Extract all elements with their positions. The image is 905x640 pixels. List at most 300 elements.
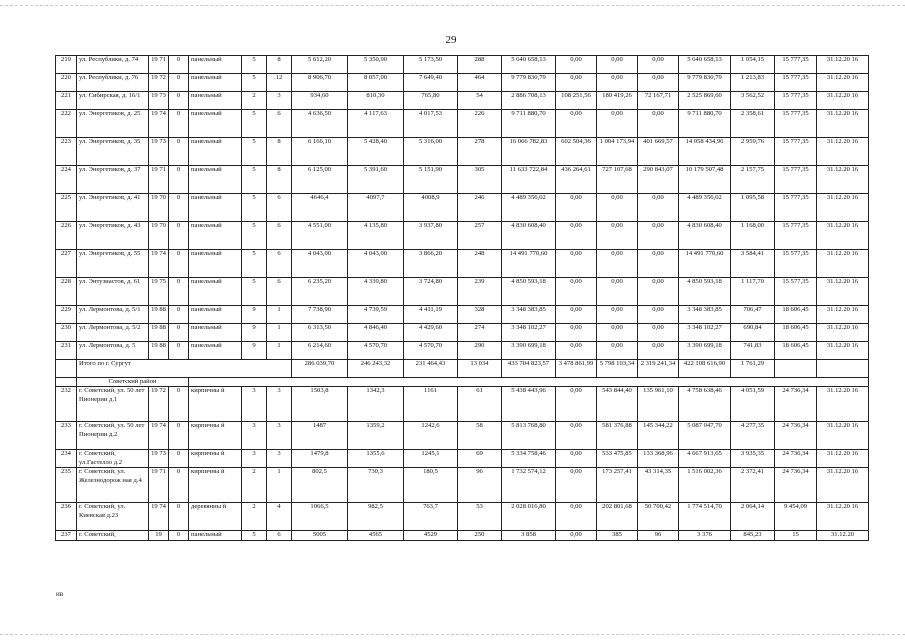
cell-f: 0 (169, 74, 189, 92)
cell-addr: ул. Энергетиков, д. 43 (77, 222, 149, 250)
cell-s4: 290 843,07 (638, 166, 679, 194)
cell-p: 248 (458, 250, 502, 278)
cell-a2: 1355,6 (348, 450, 404, 468)
cell-mat: кирпичны й (189, 387, 242, 422)
cell-f: 0 (169, 56, 189, 74)
cell-y: 19 88 (149, 324, 169, 342)
cell-fl: 9 (242, 306, 267, 324)
cell-f: 0 (169, 138, 189, 166)
cell-f: 0 (169, 468, 189, 503)
section-empty (189, 378, 869, 387)
cell-s3: 581 376,88 (597, 422, 638, 450)
cell-s6: 1 213,83 (731, 74, 775, 92)
cell-no: 231 (56, 342, 77, 360)
cell-s4: 43 314,35 (638, 468, 679, 503)
cell-s3: 0,00 (597, 324, 638, 342)
cell-fl: 2 (242, 468, 267, 503)
cell-s4: 0,00 (638, 194, 679, 222)
cell-a2: 4097,7 (348, 194, 404, 222)
cell-s6: 2 358,61 (731, 110, 775, 138)
cell-s5: 3 348 102,27 (679, 324, 731, 342)
cell-y: 19 73 (149, 450, 169, 468)
cell-s1: 11 633 722,84 (502, 166, 556, 194)
cell-s5: 9 711 880,70 (679, 110, 731, 138)
cell-a3: 1242,6 (404, 422, 458, 450)
cell-s6: 690,84 (731, 324, 775, 342)
cell-a1: 4 636,50 (292, 110, 348, 138)
table-row (56, 324, 869, 342)
cell-s7: 15 777,35 (775, 110, 817, 138)
cell-a1: 4 043,00 (292, 250, 348, 278)
cell-fl: 5 (242, 56, 267, 74)
cell-s1: 9 779 830,79 (502, 74, 556, 92)
cell-y: 19 72 (149, 387, 169, 422)
cell-s7: 24 736,34 (775, 387, 817, 422)
cell-s5: 4 758 638,46 (679, 387, 731, 422)
cell-a1: 5 612,20 (292, 56, 348, 74)
cell-fl: 5 (242, 278, 267, 306)
cell-a3: 1245,1 (404, 450, 458, 468)
cell-mat: панельный (189, 110, 242, 138)
cell-s7: 15 777,35 (775, 92, 817, 110)
cell-s6: 2 372,41 (731, 468, 775, 503)
cell-fl: 3 (242, 450, 267, 468)
cell-s4: 135 961,10 (638, 387, 679, 422)
cell-en: 6 (267, 278, 292, 306)
top-scan-edge (0, 5, 905, 6)
cell-mat: панельный (189, 250, 242, 278)
cell-f: 0 (169, 194, 189, 222)
cell-f: 0 (169, 110, 189, 138)
cell-y: 19 88 (149, 306, 169, 324)
cell-s7: 24 736,34 (775, 422, 817, 450)
cell-s6: 845,23 (731, 531, 775, 541)
cell-mat: кирпичны й (189, 422, 242, 450)
cell-addr: ул. Энергетиков, д. 25 (77, 110, 149, 138)
cell-p: 58 (458, 422, 502, 450)
cell-p: 61 (458, 387, 502, 422)
cell-en: 4 (267, 503, 292, 531)
cell-a3: 765,80 (404, 92, 458, 110)
cell-s2: 0,00 (556, 324, 597, 342)
cell-fl: 5 (242, 166, 267, 194)
cell-y: 19 74 (149, 110, 169, 138)
cell-f: 0 (169, 342, 189, 360)
footnote-mark: нв (56, 590, 64, 598)
cell-d: 31.12.20 16 (817, 306, 869, 324)
cell-en: 8 (267, 166, 292, 194)
cell-en: 8 (267, 138, 292, 166)
cell-s1: 2 028 016,80 (502, 503, 556, 531)
table-row (56, 110, 869, 138)
cell-a3: 3 866,20 (404, 250, 458, 278)
cell-s1: 5 813 768,80 (502, 422, 556, 450)
cell-mat: панельный (189, 278, 242, 306)
total-row (56, 360, 869, 378)
cell-s7: 15 777,35 (775, 222, 817, 250)
cell-f: 0 (169, 92, 189, 110)
cell-addr: ул. Энергетиков, д. 37 (77, 166, 149, 194)
cell-fl: 5 (242, 74, 267, 92)
table-row (56, 194, 869, 222)
cell-a3: 4 411,19 (404, 306, 458, 324)
cell-s1: 3 348 383,85 (502, 306, 556, 324)
cell-s5: 14 058 434,96 (679, 138, 731, 166)
cell-p: 290 (458, 342, 502, 360)
table-row (56, 56, 869, 74)
cell-s2: 0,00 (556, 342, 597, 360)
cell-y: 19 72 (149, 74, 169, 92)
cell-no: 235 (56, 468, 77, 503)
cell-y: 19 70 (149, 222, 169, 250)
cell-mat: кирпичны й (189, 450, 242, 468)
cell-en: 8 (267, 56, 292, 74)
table-row (56, 468, 869, 503)
cell-s6: 4 051,59 (731, 387, 775, 422)
cell-y: 19 71 (149, 166, 169, 194)
total-s2: 3 478 861,99 (556, 360, 597, 378)
cell-addr: ул. Энергетиков, д. 41 (77, 194, 149, 222)
cell-no: 232 (56, 387, 77, 422)
cell-s6: 2 064,14 (731, 503, 775, 531)
total-s1: 433 704 823,57 (502, 360, 556, 378)
cell-mat: панельный (189, 531, 242, 541)
cell-p: 239 (458, 278, 502, 306)
cell-s4: 0,00 (638, 342, 679, 360)
section-label: Советский район (77, 378, 189, 387)
cell-s7: 15 577,35 (775, 250, 817, 278)
cell-a1: 8 906,70 (292, 74, 348, 92)
cell-s6: 2 959,76 (731, 138, 775, 166)
cell-addr: ул. Республики, д. 74 (77, 56, 149, 74)
housing-table (55, 55, 869, 541)
table-row (56, 306, 869, 324)
table-row (56, 387, 869, 422)
cell-s3: 1 004 173,94 (597, 138, 638, 166)
cell-a3: 5 316,00 (404, 138, 458, 166)
cell-d: 31.12.20 16 (817, 110, 869, 138)
cell-addr: ул. Лермонтова, д. 5 (77, 342, 149, 360)
cell-no: 221 (56, 92, 77, 110)
cell-addr: ул. Лермонтова, д. 5/2 (77, 324, 149, 342)
cell-s7: 18 606,45 (775, 324, 817, 342)
cell-s3: 202 801,68 (597, 503, 638, 531)
cell-mat: кирпичны й (189, 468, 242, 503)
cell-d: 31.12.20 16 (817, 387, 869, 422)
cell-mat: панельный (189, 92, 242, 110)
cell-s1: 16 066 782,83 (502, 138, 556, 166)
cell-no: 224 (56, 166, 77, 194)
cell-a1: 802,5 (292, 468, 348, 503)
cell-s3: 727 107,68 (597, 166, 638, 194)
cell-s4: 0,00 (638, 56, 679, 74)
cell-y: 19 74 (149, 422, 169, 450)
cell-fl: 2 (242, 92, 267, 110)
cell-s2: 0,00 (556, 278, 597, 306)
table-row (56, 222, 869, 250)
cell-mat: панельный (189, 56, 242, 74)
cell-d: 31.12.20 16 (817, 503, 869, 531)
cell-addr: г. Советский, ул. 50 лет Пионерии д.2 (77, 422, 149, 450)
section-empty (56, 378, 77, 387)
cell-s7: 24 736,34 (775, 468, 817, 503)
cell-a2: 730,3 (348, 468, 404, 503)
cell-a1: 6 125,00 (292, 166, 348, 194)
cell-s2: 0,00 (556, 387, 597, 422)
cell-a2: 4 117,63 (348, 110, 404, 138)
cell-a1: 7 738,90 (292, 306, 348, 324)
cell-no: 220 (56, 74, 77, 92)
cell-mat: панельный (189, 306, 242, 324)
cell-p: 278 (458, 138, 502, 166)
cell-en: 1 (267, 468, 292, 503)
cell-p: 328 (458, 306, 502, 324)
cell-addr: г. Советский, ул.Гастелло д.2 (77, 450, 149, 468)
cell-p: 246 (458, 194, 502, 222)
cell-y: 19 73 (149, 92, 169, 110)
cell-s2: 0,00 (556, 531, 597, 541)
cell-s1: 4 850 593,18 (502, 278, 556, 306)
cell-mat: деревянны й (189, 503, 242, 531)
cell-s7: 15 777,35 (775, 194, 817, 222)
cell-d: 31.12.20 16 (817, 56, 869, 74)
cell-en: 6 (267, 110, 292, 138)
cell-en: 6 (267, 194, 292, 222)
cell-s3: 0,00 (597, 222, 638, 250)
cell-d: 31.12.20 16 (817, 450, 869, 468)
table-row (56, 92, 869, 110)
cell-s1: 5 640 658,13 (502, 56, 556, 74)
cell-s1: 9 711 880,70 (502, 110, 556, 138)
cell-fl: 3 (242, 422, 267, 450)
cell-s6: 4 277,35 (731, 422, 775, 450)
cell-f: 0 (169, 450, 189, 468)
cell-s6: 741,83 (731, 342, 775, 360)
cell-a3: 4008,9 (404, 194, 458, 222)
cell-s7: 15 777,35 (775, 74, 817, 92)
cell-f: 0 (169, 531, 189, 541)
cell-s1: 14 491 770,60 (502, 250, 556, 278)
cell-s3: 0,00 (597, 342, 638, 360)
cell-a3: 3 724,80 (404, 278, 458, 306)
cell-s5: 3 390 699,18 (679, 342, 731, 360)
table-row (56, 166, 869, 194)
cell-a1: 934,60 (292, 92, 348, 110)
cell-s5: 4 850 593,18 (679, 278, 731, 306)
cell-s3: 0,00 (597, 306, 638, 324)
cell-s2: 0,00 (556, 306, 597, 324)
cell-fl: 3 (242, 387, 267, 422)
cell-d: 31.12.20 16 (817, 324, 869, 342)
cell-no: 229 (56, 306, 77, 324)
cell-addr: ул. Сибирская, д. 16/1 (77, 92, 149, 110)
cell-a2: 8 057,00 (348, 74, 404, 92)
section-row (56, 378, 869, 387)
cell-p: 305 (458, 166, 502, 194)
total-label: Итого по г. Сургут (77, 360, 292, 378)
cell-no: 226 (56, 222, 77, 250)
cell-s4: 0,00 (638, 278, 679, 306)
cell-s5: 1 774 514,70 (679, 503, 731, 531)
cell-f: 0 (169, 387, 189, 422)
cell-no: 223 (56, 138, 77, 166)
cell-s4: 50 700,42 (638, 503, 679, 531)
table-row (56, 74, 869, 92)
cell-addr: ул. Энергетиков, д. 55 (77, 250, 149, 278)
cell-s4: 72 167,71 (638, 92, 679, 110)
cell-no: 227 (56, 250, 77, 278)
cell-s4: 0,00 (638, 110, 679, 138)
cell-fl: 9 (242, 342, 267, 360)
total-empty (56, 360, 77, 378)
cell-a2: 4 739,59 (348, 306, 404, 324)
cell-a1: 6 214,60 (292, 342, 348, 360)
cell-no: 230 (56, 324, 77, 342)
cell-a1: 4 551,00 (292, 222, 348, 250)
cell-s3: 0,00 (597, 250, 638, 278)
cell-mat: панельный (189, 166, 242, 194)
cell-s2: 602 504,36 (556, 138, 597, 166)
cell-no: 234 (56, 450, 77, 468)
cell-s1: 1 732 574,12 (502, 468, 556, 503)
cell-mat: панельный (189, 138, 242, 166)
cell-d: 31.12.20 (817, 531, 869, 541)
cell-d: 31.12.20 16 (817, 166, 869, 194)
cell-s7: 15 777,35 (775, 56, 817, 74)
cell-s2: 436 264,61 (556, 166, 597, 194)
cell-a1: 5005 (292, 531, 348, 541)
cell-s4: 0,00 (638, 250, 679, 278)
cell-en: 1 (267, 342, 292, 360)
cell-s5: 2 525 869,60 (679, 92, 731, 110)
cell-s2: 0,00 (556, 110, 597, 138)
cell-p: 288 (458, 56, 502, 74)
cell-s6: 3 935,35 (731, 450, 775, 468)
cell-p: 257 (458, 222, 502, 250)
cell-a1: 4646,4 (292, 194, 348, 222)
cell-s7: 15 (775, 531, 817, 541)
table-row (56, 450, 869, 468)
cell-s2: 0,00 (556, 74, 597, 92)
cell-a1: 6 313,50 (292, 324, 348, 342)
total-p: 13 034 (458, 360, 502, 378)
cell-s7: 15 577,35 (775, 278, 817, 306)
cell-s6: 1 054,15 (731, 56, 775, 74)
cell-a3: 5 151,90 (404, 166, 458, 194)
cell-s4: 133 368,96 (638, 450, 679, 468)
table-row (56, 503, 869, 531)
cell-a1: 1479,8 (292, 450, 348, 468)
cell-a2: 5 391,60 (348, 166, 404, 194)
cell-s5: 3 376 (679, 531, 731, 541)
cell-d: 31.12.20 16 (817, 422, 869, 450)
total-s6: 1 761,29 (731, 360, 775, 378)
cell-s4: 0,00 (638, 222, 679, 250)
cell-en: 6 (267, 222, 292, 250)
cell-en: 3 (267, 450, 292, 468)
cell-s6: 3 584,41 (731, 250, 775, 278)
cell-a2: 982,5 (348, 503, 404, 531)
cell-p: 226 (458, 110, 502, 138)
cell-a3: 763,7 (404, 503, 458, 531)
cell-f: 0 (169, 166, 189, 194)
cell-no: 219 (56, 56, 77, 74)
cell-s3: 173 257,41 (597, 468, 638, 503)
cell-a3: 4 017,53 (404, 110, 458, 138)
cell-y: 19 70 (149, 194, 169, 222)
cell-s1: 3 390 699,18 (502, 342, 556, 360)
cell-s1: 2 886 708,13 (502, 92, 556, 110)
cell-no: 228 (56, 278, 77, 306)
cell-s4: 0,00 (638, 74, 679, 92)
cell-f: 0 (169, 422, 189, 450)
cell-a2: 4 135,80 (348, 222, 404, 250)
cell-s6: 1 095,58 (731, 194, 775, 222)
total-s5: 422 108 616,90 (679, 360, 731, 378)
cell-f: 0 (169, 324, 189, 342)
total-a1: 286 039,70 (292, 360, 348, 378)
cell-s4: 96 (638, 531, 679, 541)
cell-fl: 5 (242, 250, 267, 278)
cell-d: 31.12.20 16 (817, 92, 869, 110)
cell-s7: 24 736,34 (775, 450, 817, 468)
cell-mat: панельный (189, 74, 242, 92)
cell-a2: 4 043,00 (348, 250, 404, 278)
cell-s5: 4 830 608,40 (679, 222, 731, 250)
cell-a2: 4 339,80 (348, 278, 404, 306)
cell-s3: 0,00 (597, 278, 638, 306)
cell-f: 0 (169, 222, 189, 250)
cell-no: 222 (56, 110, 77, 138)
cell-s1: 4 830 608,40 (502, 222, 556, 250)
cell-d: 31.12.20 16 (817, 74, 869, 92)
cell-s2: 0,00 (556, 503, 597, 531)
cell-s6: 706,47 (731, 306, 775, 324)
cell-p: 53 (458, 503, 502, 531)
cell-addr: ул. Лермонтова, д. 5/1 (77, 306, 149, 324)
table-row (56, 531, 869, 541)
cell-en: 3 (267, 387, 292, 422)
cell-a3: 5 173,50 (404, 56, 458, 74)
cell-s1: 4 489 356,02 (502, 194, 556, 222)
cell-fl: 5 (242, 531, 267, 541)
cell-a2: 5 428,40 (348, 138, 404, 166)
cell-a3: 3 937,80 (404, 222, 458, 250)
total-empty (817, 360, 869, 378)
total-empty (775, 360, 817, 378)
cell-fl: 9 (242, 324, 267, 342)
total-s3: 5 798 103,34 (597, 360, 638, 378)
cell-s3: 543 844,40 (597, 387, 638, 422)
cell-s2: 0,00 (556, 56, 597, 74)
cell-fl: 5 (242, 194, 267, 222)
cell-a2: 4565 (348, 531, 404, 541)
cell-f: 0 (169, 250, 189, 278)
cell-s1: 5 438 443,96 (502, 387, 556, 422)
cell-s2: 0,00 (556, 450, 597, 468)
cell-s3: 0,00 (597, 74, 638, 92)
cell-p: 54 (458, 92, 502, 110)
cell-s7: 9 454,09 (775, 503, 817, 531)
cell-p: 464 (458, 74, 502, 92)
cell-en: 3 (267, 92, 292, 110)
cell-s6: 1 168,00 (731, 222, 775, 250)
table-row (56, 278, 869, 306)
cell-a2: 1342,3 (348, 387, 404, 422)
cell-addr: г. Советский, ул. Киевская д.23 (77, 503, 149, 531)
cell-en: 6 (267, 531, 292, 541)
cell-y: 19 74 (149, 503, 169, 531)
